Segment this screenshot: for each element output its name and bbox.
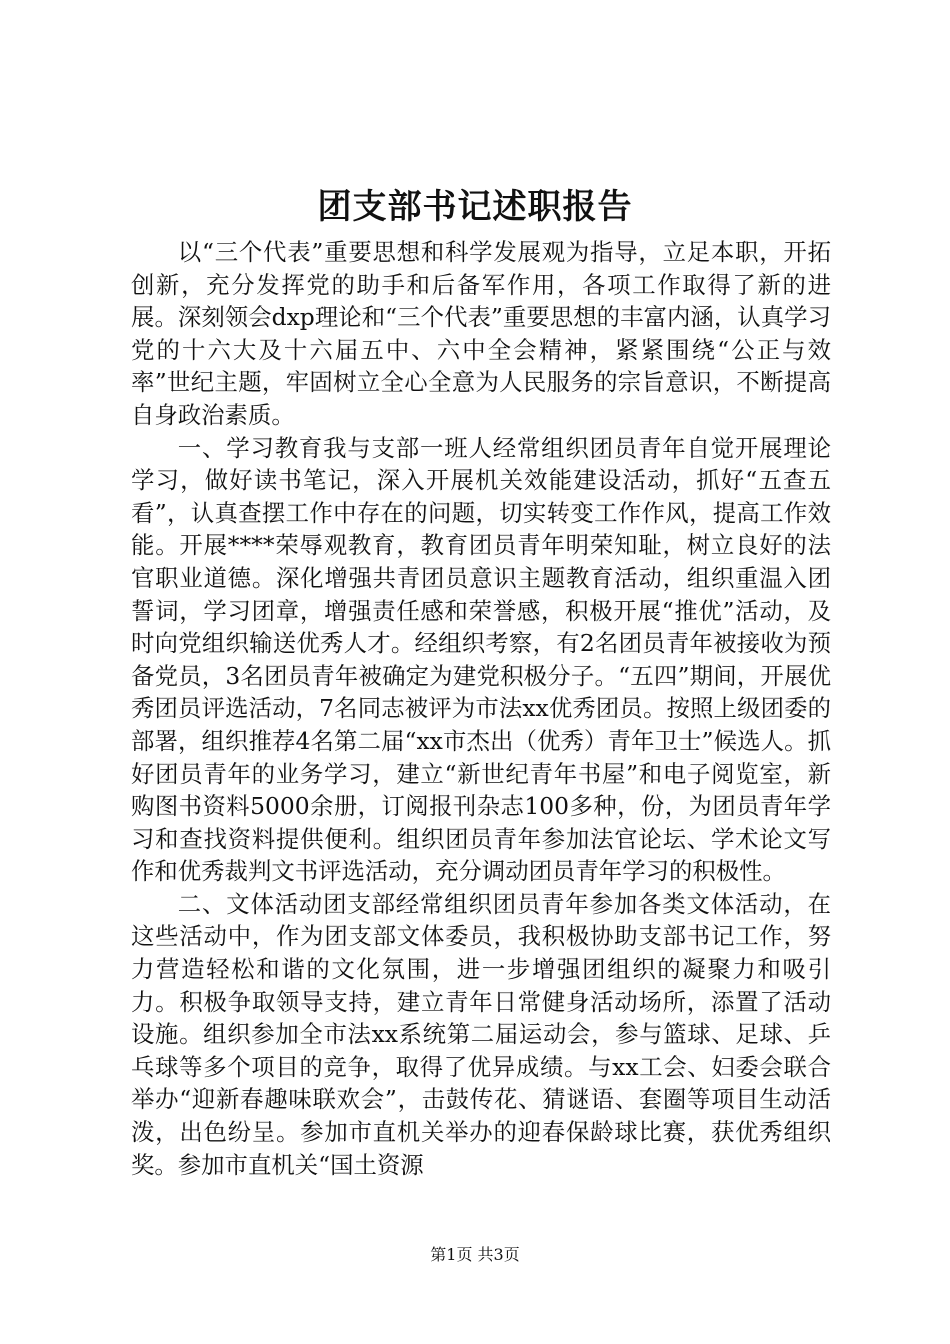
document-body bbox=[131, 236, 831, 1181]
paragraph-cultural-sports: 二、文体活动团支部经常组织团员青年参加各类文体活动，在这些活动中，作为团支部文体委员，我积极协助支部书记工作，努力营造轻松和谐的文化氛围，进一步增强团组织的凝聚力和吸引力。积极争取领导支持，建立青年日常健身活动场所，添置了活动设施。组织参加全市法xx系统第二届运动会，参与篮球、足球、乒乓球等多个项目的竞争，取得了优异成绩。与xx工会、妇委会联合举办“迎新春趣味联欢会”，击鼓传花、猜谜语、套圈等项目生动活泼，出色纷呈。参加市直机关举办的迎春保龄球比赛，获优秀组织奖。参加市直机关“国土资源 bbox=[131, 889, 831, 1179]
paragraph-study-education: 一、学习教育我与支部一班人经常组织团员青年自觉开展理论学习，做好读书笔记，深入开展机关效能建设活动，抓好“五查五看”，认真查摆工作中存在的问题，切实转变工作作风，提高工作效能。开展****荣辱观教育，教育团员青年明荣知耻，树立良好的法官职业道德。深化增强共青团员意识主题教育活动，组织重温入团誓词，学习团章，增强责任感和荣誉感，积极开展“推优”活动，及时向党组织输送优秀人才。经组织考察，有2名团员青年被接收为预备党员，3名团员青年被确定为建党积极分子。“五四”期间，开展优秀团员评选活动，7名同志被评为市法xx优秀团员。按照上级团委的部署，组织推荐4名第二届“xx市杰出（优秀）青年卫士”候选人。抓好团员青年的业务学习，建立“新世纪青年书屋”和电子阅览室，新购图书资料5000余册，订阅报刊杂志100多种，份，为团员青年学习和查找资料提供便利。组织团员青年参加法官论坛、学术论文写作和优秀裁判文书评选活动，充分调动团员青年学习的积极性。 bbox=[131, 433, 831, 886]
page-number-footer: 第1页 共3页 bbox=[430, 1245, 520, 1264]
document-title: 团支部书记述职报告 bbox=[317, 187, 633, 227]
paragraph-intro: 以“三个代表”重要思想和科学发展观为指导，立足本职，开拓创新，充分发挥党的助手和后备军作用，各项工作取得了新的进展。深刻领会dxp理论和“三个代表”重要思想的丰富内涵，认真学习党的十六大及十六届五中、六中全会精神，紧紧围绕“公正与效率”世纪主题，牢固树立全心全意为人民服务的宗旨意识，不断提高自身政治素质。 bbox=[131, 238, 831, 429]
